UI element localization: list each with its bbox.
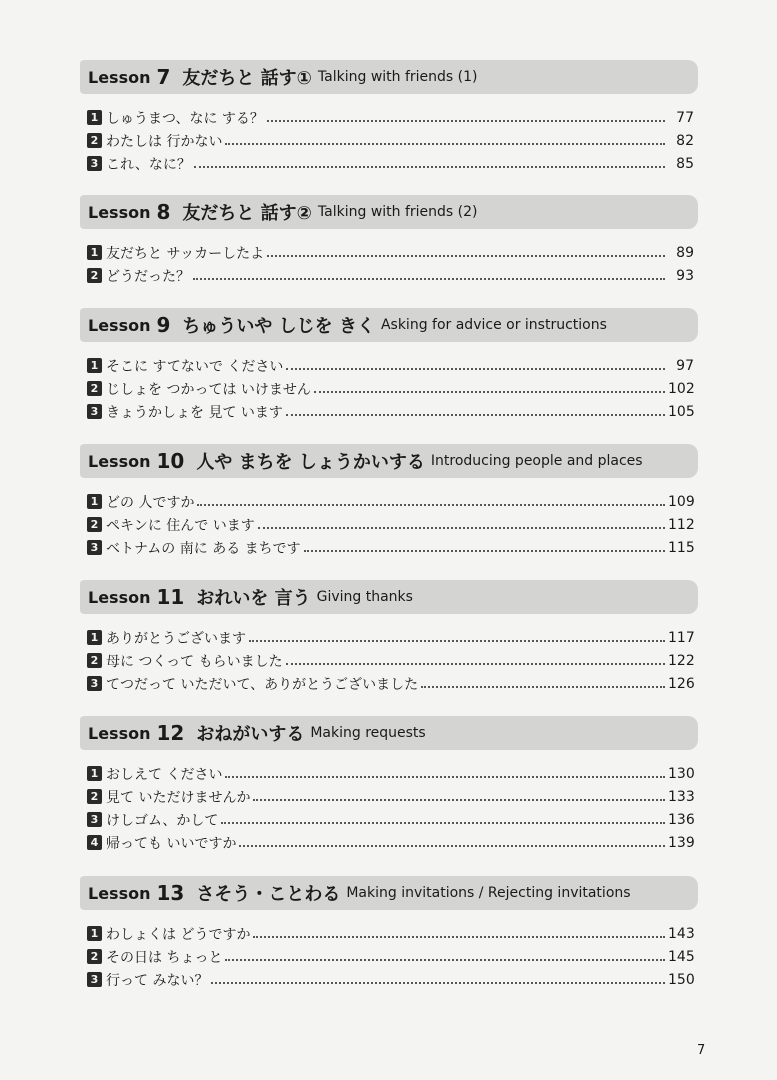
item-number-badge: 2 bbox=[87, 381, 102, 396]
item-title: その日は ちょっと bbox=[106, 949, 223, 966]
dot-leader bbox=[225, 959, 665, 961]
item-number-badge: 3 bbox=[87, 540, 102, 555]
lesson-header bbox=[80, 580, 698, 614]
lesson-number: 13 bbox=[156, 881, 185, 905]
lesson-number: 7 bbox=[156, 65, 171, 89]
dot-leader bbox=[197, 504, 665, 506]
item-number-badge: 3 bbox=[87, 972, 102, 987]
item-page-number: 85 bbox=[676, 155, 694, 172]
item-page-number: 130 bbox=[668, 765, 695, 782]
item-page-number: 136 bbox=[668, 811, 695, 828]
item-number-badge: 2 bbox=[87, 268, 102, 283]
toc-item[interactable] bbox=[80, 626, 698, 649]
lesson-word: Lesson bbox=[88, 883, 151, 903]
dot-leader bbox=[267, 120, 665, 122]
lesson-title-japanese: 友だちと 話す① bbox=[182, 68, 312, 89]
lesson-title-english: Giving thanks bbox=[316, 589, 413, 605]
item-page-number: 82 bbox=[676, 132, 694, 149]
lesson-items bbox=[80, 354, 698, 423]
toc-item[interactable] bbox=[80, 241, 698, 264]
toc-item[interactable] bbox=[80, 536, 698, 559]
item-page-number: 133 bbox=[668, 788, 695, 805]
lesson-number: 10 bbox=[156, 449, 185, 473]
lesson-title-japanese: ちゅういや しじを きく bbox=[182, 316, 375, 337]
toc-item[interactable] bbox=[80, 106, 698, 129]
lesson-items bbox=[80, 922, 698, 991]
lesson-word: Lesson bbox=[88, 315, 151, 335]
dot-leader bbox=[193, 278, 665, 280]
lesson-word: Lesson bbox=[88, 67, 151, 87]
toc-item[interactable] bbox=[80, 831, 698, 854]
item-number-badge: 3 bbox=[87, 812, 102, 827]
item-title: けしゴム、かして bbox=[106, 812, 219, 829]
item-number-badge: 2 bbox=[87, 789, 102, 804]
dot-leader bbox=[253, 799, 665, 801]
dot-leader bbox=[225, 776, 665, 778]
lesson-header bbox=[80, 444, 698, 478]
lesson-title-japanese: 友だちと 話す② bbox=[182, 203, 312, 224]
lesson-number: 9 bbox=[156, 313, 171, 337]
item-title: おしえて ください bbox=[106, 766, 223, 783]
dot-leader bbox=[421, 686, 665, 688]
item-page-number: 109 bbox=[668, 493, 695, 510]
dot-leader bbox=[286, 368, 665, 370]
lesson-title-japanese: おれいを 言う bbox=[196, 588, 311, 609]
item-page-number: 102 bbox=[668, 380, 695, 397]
item-number-badge: 2 bbox=[87, 949, 102, 964]
dot-leader bbox=[267, 255, 665, 257]
item-title: 行って みない？ bbox=[106, 972, 209, 989]
lesson-number: 8 bbox=[156, 200, 171, 224]
item-title: わしょくは どうですか bbox=[106, 926, 251, 943]
toc-item[interactable] bbox=[80, 377, 698, 400]
item-page-number: 105 bbox=[668, 403, 695, 420]
dot-leader bbox=[314, 391, 665, 393]
item-number-badge: 1 bbox=[87, 766, 102, 781]
lesson-section bbox=[80, 444, 698, 559]
item-number-badge: 3 bbox=[87, 404, 102, 419]
item-number-badge: 1 bbox=[87, 110, 102, 125]
item-page-number: 117 bbox=[668, 629, 695, 646]
item-page-number: 122 bbox=[668, 652, 695, 669]
toc-item[interactable] bbox=[80, 785, 698, 808]
lesson-number: 11 bbox=[156, 585, 185, 609]
dot-leader bbox=[225, 143, 665, 145]
lesson-title-japanese: おねがいする bbox=[196, 724, 305, 745]
lesson-title-english: Making invitations / Rejecting invitations bbox=[346, 885, 631, 901]
toc-item[interactable] bbox=[80, 762, 698, 785]
item-number-badge: 2 bbox=[87, 133, 102, 148]
item-title: ペキンに 住んで います bbox=[106, 517, 255, 534]
lesson-items bbox=[80, 762, 698, 854]
item-title: ベトナムの 南に ある まちです bbox=[106, 540, 301, 557]
toc-item[interactable] bbox=[80, 945, 698, 968]
item-title: どうだった？ bbox=[106, 268, 190, 285]
toc-item[interactable] bbox=[80, 672, 698, 695]
item-title: これ、なに？ bbox=[106, 156, 191, 173]
lesson-header bbox=[80, 308, 698, 342]
item-page-number: 97 bbox=[676, 357, 694, 374]
toc-item[interactable] bbox=[80, 968, 698, 991]
item-page-number: 115 bbox=[668, 539, 695, 556]
item-number-badge: 2 bbox=[87, 517, 102, 532]
lesson-header bbox=[80, 716, 698, 750]
lesson-title-english: Asking for advice or instructions bbox=[380, 317, 607, 333]
dot-leader bbox=[194, 166, 665, 168]
lesson-title-japanese: さそう・ことわる bbox=[196, 884, 341, 905]
toc-item[interactable] bbox=[80, 922, 698, 945]
lesson-word: Lesson bbox=[88, 202, 151, 222]
item-number-badge: 4 bbox=[87, 835, 102, 850]
item-number-badge: 1 bbox=[87, 630, 102, 645]
toc-item[interactable] bbox=[80, 490, 698, 513]
lesson-items bbox=[80, 490, 698, 559]
toc-item[interactable] bbox=[80, 649, 698, 672]
toc-item[interactable] bbox=[80, 354, 698, 377]
dot-leader bbox=[258, 527, 665, 529]
footer-page-number: 7 bbox=[697, 1043, 706, 1058]
lesson-section bbox=[80, 580, 698, 695]
item-title: ありがとうございます bbox=[106, 630, 246, 647]
item-number-badge: 1 bbox=[87, 926, 102, 941]
toc-item[interactable] bbox=[80, 400, 698, 423]
toc-item[interactable] bbox=[80, 129, 698, 152]
lesson-section bbox=[80, 308, 698, 423]
item-title: てつだって いただいて、ありがとうございました bbox=[106, 676, 419, 693]
item-title: じしょを つかっては いけません bbox=[106, 381, 311, 398]
item-number-badge: 1 bbox=[87, 494, 102, 509]
item-title: 母に つくって もらいました bbox=[106, 653, 283, 670]
item-page-number: 89 bbox=[676, 244, 694, 261]
item-title: そこに すてないで ください bbox=[106, 358, 284, 375]
item-number-badge: 1 bbox=[87, 245, 102, 260]
item-title: しゅうまつ、なに する？ bbox=[106, 110, 264, 127]
dot-leader bbox=[253, 936, 665, 938]
toc-item[interactable] bbox=[80, 264, 698, 287]
dot-leader bbox=[221, 822, 665, 824]
lesson-title-english: Introducing people and places bbox=[430, 453, 643, 469]
item-number-badge: 3 bbox=[87, 156, 102, 171]
toc-item[interactable] bbox=[80, 808, 698, 831]
item-page-number: 145 bbox=[668, 948, 695, 965]
lesson-title-japanese: 人や まちを しょうかいする bbox=[196, 452, 425, 473]
dot-leader bbox=[286, 414, 665, 416]
lesson-header bbox=[80, 195, 698, 229]
dot-leader bbox=[211, 982, 665, 984]
item-title: 帰っても いいですか bbox=[106, 835, 237, 852]
lesson-items bbox=[80, 626, 698, 695]
item-title: 友だちと サッカーしたよ bbox=[106, 245, 265, 262]
lesson-word: Lesson bbox=[88, 587, 151, 607]
dot-leader bbox=[286, 663, 665, 665]
lesson-items bbox=[80, 106, 698, 175]
lesson-number: 12 bbox=[156, 721, 185, 745]
item-number-badge: 1 bbox=[87, 358, 102, 373]
toc-item[interactable] bbox=[80, 152, 698, 175]
item-page-number: 112 bbox=[668, 516, 695, 533]
lesson-header bbox=[80, 60, 698, 94]
item-number-badge: 3 bbox=[87, 676, 102, 691]
item-page-number: 143 bbox=[668, 925, 695, 942]
lesson-word: Lesson bbox=[88, 451, 151, 471]
lesson-section bbox=[80, 195, 698, 287]
item-title: どの 人ですか bbox=[106, 494, 195, 511]
lesson-title-english: Making requests bbox=[310, 725, 426, 741]
item-number-badge: 2 bbox=[87, 653, 102, 668]
item-title: 見て いただけませんか bbox=[106, 789, 251, 806]
item-title: わたしは 行かない bbox=[106, 133, 223, 150]
lesson-title-english: Talking with friends (1) bbox=[317, 69, 478, 85]
item-page-number: 150 bbox=[668, 971, 695, 988]
lesson-title-english: Talking with friends (2) bbox=[317, 204, 478, 220]
lesson-word: Lesson bbox=[88, 723, 151, 743]
item-page-number: 93 bbox=[676, 267, 694, 284]
item-title: きょうかしょを 見て います bbox=[106, 404, 283, 421]
lesson-header bbox=[80, 876, 698, 910]
item-page-number: 139 bbox=[668, 834, 695, 851]
item-page-number: 126 bbox=[668, 675, 695, 692]
lesson-section bbox=[80, 716, 698, 854]
lesson-items bbox=[80, 241, 698, 287]
toc-item[interactable] bbox=[80, 513, 698, 536]
lesson-section bbox=[80, 876, 698, 991]
item-page-number: 77 bbox=[676, 109, 694, 126]
dot-leader bbox=[249, 640, 665, 642]
dot-leader bbox=[239, 845, 665, 847]
dot-leader bbox=[304, 550, 665, 552]
lesson-section bbox=[80, 60, 698, 175]
